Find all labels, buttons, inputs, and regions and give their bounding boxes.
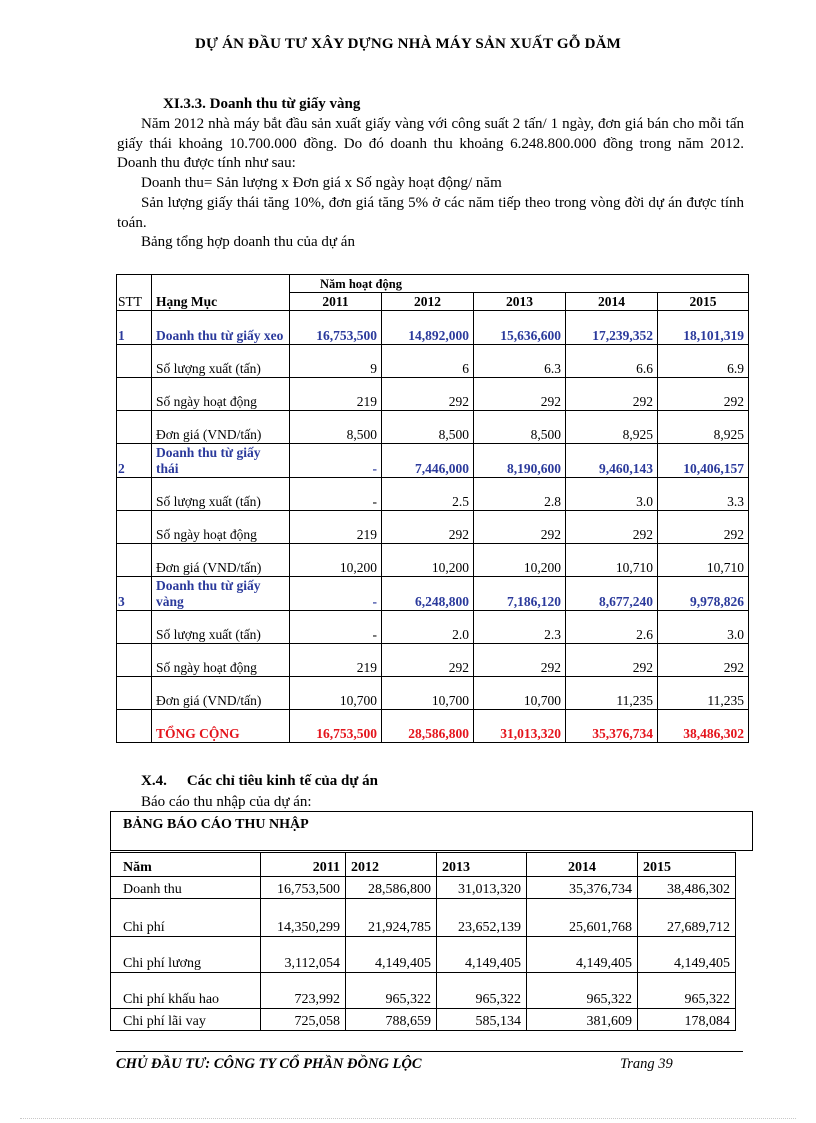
group-stt: 2	[117, 444, 152, 478]
revenue-col-stt: STT	[117, 275, 152, 311]
row-label: Số ngày hoạt động	[152, 378, 290, 411]
paragraph-growth	[117, 194, 744, 233]
income-table	[110, 852, 736, 1031]
group-value: -	[290, 444, 382, 478]
income-cell: 965,322	[437, 973, 527, 1009]
group-value: 14,892,000	[382, 311, 474, 345]
cell-value: 292	[382, 511, 474, 544]
income-cell: 585,134	[437, 1009, 527, 1031]
row-label: Số ngày hoạt động	[152, 644, 290, 677]
revenue-year-header: 2011	[290, 293, 382, 311]
paragraph-table-intro-text: Bảng tổng hợp doanh thu của dự án	[141, 234, 355, 250]
income-cell: 725,058	[261, 1009, 346, 1031]
income-cell: 31,013,320	[437, 877, 527, 899]
revenue-detail-row	[117, 611, 749, 644]
income-year-header: 2012	[346, 853, 437, 877]
group-value: 9,978,826	[658, 577, 749, 611]
total-value: 31,013,320	[474, 710, 566, 743]
revenue-detail-row	[117, 411, 749, 444]
income-cell: 723,992	[261, 973, 346, 1009]
income-cell: 965,322	[638, 973, 736, 1009]
cell-value: 10,700	[474, 677, 566, 710]
cell-value: 10,200	[290, 544, 382, 577]
group-value: 8,677,240	[566, 577, 658, 611]
revenue-detail-row	[117, 544, 749, 577]
cell-value: 292	[566, 644, 658, 677]
total-value: 38,486,302	[658, 710, 749, 743]
group-value: 18,101,319	[658, 311, 749, 345]
cell-value: 292	[658, 644, 749, 677]
income-year-header: 2011	[261, 853, 346, 877]
total-value: 35,376,734	[566, 710, 658, 743]
group-value: 15,636,600	[474, 311, 566, 345]
revenue-detail-row	[117, 644, 749, 677]
income-cell: 4,149,405	[437, 937, 527, 973]
cell-value: 2.5	[382, 478, 474, 511]
revenue-col-years-label: Năm hoạt động	[290, 275, 749, 293]
cell-value: 292	[474, 378, 566, 411]
paragraph-intro-text: Năm 2012 nhà máy bắt đầu sản xuất giấy vàng với công suất 2 tấn/ 1 ngày, đơn giá bán cho mỗi tấn giấy thái khoảng 10.700.000 đồng. Do đó doanh thu khoảng 6.248.800.000 đồng trong năm 2012. Doanh thu được tính như sau:	[117, 116, 744, 171]
cell-value: 2.3	[474, 611, 566, 644]
income-table-title: BẢNG BÁO CÁO THU NHẬP	[123, 817, 309, 832]
revenue-detail-row	[117, 345, 749, 378]
cell-value: 2.0	[382, 611, 474, 644]
cell-value: -	[290, 611, 382, 644]
cell-value: 8,500	[474, 411, 566, 444]
row-label: Đơn giá (VND/tấn)	[152, 411, 290, 444]
cell-value: -	[290, 478, 382, 511]
cell-value: 10,700	[382, 677, 474, 710]
income-table-title-box	[110, 811, 753, 851]
paragraph-table-intro	[117, 233, 744, 253]
income-cell: 381,609	[527, 1009, 638, 1031]
income-row-label: Chi phí khấu hao	[111, 973, 261, 1009]
cell-value: 3.0	[566, 478, 658, 511]
revenue-table	[116, 274, 749, 743]
cell-value: 9	[290, 345, 382, 378]
cell-value: 292	[566, 378, 658, 411]
income-cell: 27,689,712	[638, 899, 736, 937]
group-value: 17,239,352	[566, 311, 658, 345]
cell-value: 10,200	[382, 544, 474, 577]
income-cell: 4,149,405	[346, 937, 437, 973]
paragraph-intro	[117, 115, 744, 174]
x4-subtitle: Báo cáo thu nhập của dự án:	[141, 794, 312, 810]
group-stt: 1	[117, 311, 152, 345]
income-row-label: Chi phí	[111, 899, 261, 937]
x4-title: Các chỉ tiêu kinh tế của dự án	[186, 773, 378, 789]
group-stt: 3	[117, 577, 152, 611]
cell-value: 10,710	[658, 544, 749, 577]
income-row-label: Chi phí lương	[111, 937, 261, 973]
income-cell: 16,753,500	[261, 877, 346, 899]
revenue-col-item: Hạng Mục	[152, 275, 290, 311]
income-row-label: Doanh thu	[111, 877, 261, 899]
cell-value: 10,700	[290, 677, 382, 710]
revenue-detail-row	[117, 677, 749, 710]
income-row	[111, 1009, 736, 1031]
income-year-header: 2014	[527, 853, 638, 877]
group-value: 7,446,000	[382, 444, 474, 478]
group-value: 7,186,120	[474, 577, 566, 611]
income-cell: 35,376,734	[527, 877, 638, 899]
income-cell: 965,322	[346, 973, 437, 1009]
cell-value: 292	[382, 378, 474, 411]
row-label: Số lượng xuất (tấn)	[152, 478, 290, 511]
section-title: XI.3.3. Doanh thu từ giấy vàng	[163, 96, 361, 112]
x4-number: X.4.	[141, 773, 167, 789]
income-row	[111, 877, 736, 899]
cell-value: 10,710	[566, 544, 658, 577]
income-cell: 25,601,768	[527, 899, 638, 937]
income-cell: 28,586,800	[346, 877, 437, 899]
cell-value: 8,500	[382, 411, 474, 444]
cell-value: 292	[658, 378, 749, 411]
cell-value: 8,925	[566, 411, 658, 444]
group-value: -	[290, 577, 382, 611]
income-cell: 21,924,785	[346, 899, 437, 937]
row-label: Số lượng xuất (tấn)	[152, 611, 290, 644]
revenue-detail-row	[117, 478, 749, 511]
paragraph-formula	[117, 174, 744, 194]
cell-value: 11,235	[566, 677, 658, 710]
revenue-total-row	[117, 710, 749, 743]
group-value: 9,460,143	[566, 444, 658, 478]
group-name: Doanh thu từ giấy thái	[152, 444, 290, 478]
revenue-year-header: 2015	[658, 293, 749, 311]
income-cell: 23,652,139	[437, 899, 527, 937]
group-value: 8,190,600	[474, 444, 566, 478]
income-row-label: Chi phí lãi vay	[111, 1009, 261, 1031]
cell-value: 219	[290, 644, 382, 677]
cell-value: 292	[658, 511, 749, 544]
revenue-year-header: 2013	[474, 293, 566, 311]
income-row	[111, 973, 736, 1009]
cell-value: 6.3	[474, 345, 566, 378]
income-cell: 4,149,405	[638, 937, 736, 973]
income-cell: 4,149,405	[527, 937, 638, 973]
total-value: 16,753,500	[290, 710, 382, 743]
revenue-group-row	[117, 311, 749, 345]
cell-value: 3.3	[658, 478, 749, 511]
footer-page-number: Trang 39	[620, 1056, 673, 1072]
revenue-year-header: 2012	[382, 293, 474, 311]
page-edge-divider	[20, 1118, 796, 1119]
row-label: Số lượng xuất (tấn)	[152, 345, 290, 378]
row-label: Số ngày hoạt động	[152, 511, 290, 544]
cell-value: 292	[382, 644, 474, 677]
income-cell: 178,084	[638, 1009, 736, 1031]
footer-divider	[116, 1051, 743, 1052]
total-label: TỔNG CỘNG	[152, 710, 290, 743]
cell-value: 8,925	[658, 411, 749, 444]
cell-value: 292	[566, 511, 658, 544]
revenue-group-row	[117, 444, 749, 478]
total-value: 28,586,800	[382, 710, 474, 743]
revenue-detail-row	[117, 511, 749, 544]
cell-value: 2.8	[474, 478, 566, 511]
revenue-year-header: 2014	[566, 293, 658, 311]
group-value: 6,248,800	[382, 577, 474, 611]
page-header: DỰ ÁN ĐẦU TƯ XÂY DỰNG NHÀ MÁY SẢN XUẤT GỖ DĂM	[194, 36, 622, 52]
group-name: Doanh thu từ giấy xeo	[152, 311, 290, 345]
cell-value: 219	[290, 511, 382, 544]
income-row	[111, 899, 736, 937]
revenue-detail-row	[117, 378, 749, 411]
income-cell: 3,112,054	[261, 937, 346, 973]
row-label: Đơn giá (VND/tấn)	[152, 544, 290, 577]
cell-value: 219	[290, 378, 382, 411]
x4-heading	[141, 773, 378, 790]
cell-value: 10,200	[474, 544, 566, 577]
cell-value: 6.9	[658, 345, 749, 378]
paragraph-growth-text: Sản lượng giấy thái tăng 10%, đơn giá tăng 5% ở các năm tiếp theo trong vòng đời dự án được tính toán.	[117, 195, 744, 231]
income-cell: 965,322	[527, 973, 638, 1009]
cell-value: 6.6	[566, 345, 658, 378]
income-row	[111, 937, 736, 973]
footer-investor: CHỦ ĐẦU TƯ: CÔNG TY CỔ PHẦN ĐỒNG LỘC	[116, 1056, 422, 1072]
income-year-header: 2013	[437, 853, 527, 877]
income-col-year: Năm	[111, 853, 261, 877]
income-cell: 38,486,302	[638, 877, 736, 899]
cell-value: 6	[382, 345, 474, 378]
cell-value: 3.0	[658, 611, 749, 644]
cell-value: 292	[474, 511, 566, 544]
cell-value: 8,500	[290, 411, 382, 444]
group-value: 16,753,500	[290, 311, 382, 345]
income-cell: 788,659	[346, 1009, 437, 1031]
group-name: Doanh thu từ giấy vàng	[152, 577, 290, 611]
group-value: 10,406,157	[658, 444, 749, 478]
income-cell: 14,350,299	[261, 899, 346, 937]
cell-value: 11,235	[658, 677, 749, 710]
row-label: Đơn giá (VND/tấn)	[152, 677, 290, 710]
cell-value: 292	[474, 644, 566, 677]
revenue-group-row	[117, 577, 749, 611]
cell-value: 2.6	[566, 611, 658, 644]
paragraph-formula-text: Doanh thu= Sản lượng x Đơn giá x Số ngày hoạt động/ năm	[141, 175, 502, 191]
income-year-header: 2015	[638, 853, 736, 877]
